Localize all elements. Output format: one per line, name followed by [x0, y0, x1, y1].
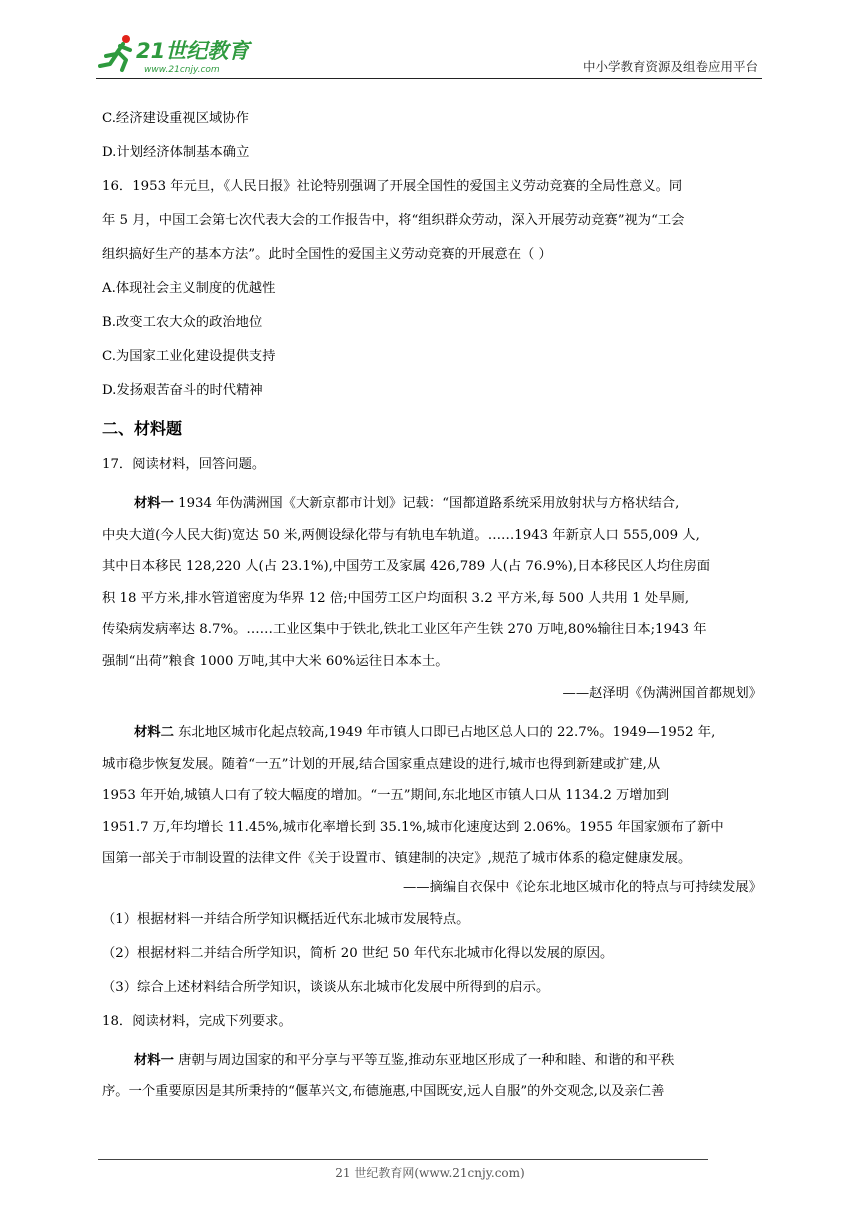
material-source: ——摘编自衣保中《论东北地区城市化的特点与可持续发展》 [402, 879, 762, 895]
question-17 [102, 448, 762, 1005]
q17-stem: 17．阅读材料，回答问题。 [102, 457, 266, 472]
material-text: 国第一部关于市制设置的法律文件《关于设置市、镇建制的决定》,规范了城市体系的稳定健康发展。 [102, 851, 692, 866]
document-body [102, 102, 762, 1108]
material-text: 中央大道(今人民大街)宽达 50 米,两侧设绿化带与有轨电车轨道。……1943 年新京人口 555,009 人, [102, 527, 700, 543]
sub-question: （1）根据材料一并结合所学知识概括近代东北城市发展特点。 [102, 911, 470, 927]
logo-text: 21世纪教育 [136, 39, 250, 63]
page-header [96, 30, 762, 79]
sub-question: （2）根据材料二并结合所学知识，简析 20 世纪 50 年代东北城市化得以发展的原因。 [102, 945, 614, 961]
q16-option-a: A.体现社会主义制度的优越性 [102, 281, 276, 296]
page-footer: 21 世纪教育网(www.21cnjy.com) [335, 1166, 525, 1180]
q15-option-c: C.经济建设重视区域协作 [102, 111, 249, 126]
question-16 [102, 170, 762, 408]
q16-option-b: B.改变工农大众的政治地位 [102, 315, 263, 330]
footer-divider [98, 1159, 708, 1160]
material-label: 材料一 [134, 1052, 174, 1068]
material-source: ——赵泽明《伪满洲国首都规划》 [562, 686, 762, 701]
runner-icon [100, 35, 130, 70]
material-label: 材料一 [134, 496, 174, 511]
material-label: 材料二 [134, 725, 174, 740]
q16-option-d: D.发扬艰苦奋斗的时代精神 [102, 383, 263, 398]
question-18 [102, 1005, 762, 1108]
logo-url-text: www.21cnjy.com [144, 65, 220, 75]
material-text: 强制“出荷”粮食 1000 万吨,其中大米 60%运往日本本土。 [102, 653, 449, 669]
q17-material-1 [102, 488, 762, 677]
q18-material-1 [102, 1045, 762, 1108]
material-text: 积 18 平方米,排水管道密度为华界 12 倍;中国劳工区户均面积 3.2 平方米,每 500 人共用 1 处旱厕, [102, 590, 690, 606]
q18-stem: 18．阅读材料，完成下列要求。 [102, 1013, 292, 1029]
material-text: 1934 年伪满洲国《大新京都市计划》记载：“国都道路系统采用放射状与方格状结合, [173, 496, 680, 511]
q17-material-2 [102, 717, 762, 875]
material-text: 其中日本移民 128,220 人(占 23.1%),中国劳工及家属 426,789 人(占 76.9%),日本移民区人均住房面 [102, 559, 711, 574]
material-text: 城市稳步恢复发展。随着“一五”计划的开展,结合国家重点建设的进行,城市也得到新建或扩建,从 [102, 756, 661, 772]
material-text: 1951.7 万,年均增长 11.45%,城市化率增长到 35.1%,城市化速度达到 2.06%。1955 年国家颁布了新中 [102, 819, 724, 835]
material-text: 唐朝与周边国家的和平分享与平等互鉴,推动东亚地区形成了一种和睦、和谐的和平秩 [173, 1052, 675, 1068]
q15-option-d: D.计划经济体制基本确立 [102, 145, 250, 160]
q16-stem-line: 年 5 月，中国工会第七次代表大会的工作报告中，将“组织群众劳动，深入开展劳动竞赛”视为“工会 [102, 213, 685, 228]
q16-stem-line: 组织搞好生产的基本方法”。此时全国性的爱国主义劳动竞赛的开展意在（ ） [102, 247, 552, 262]
q16-stem-line: 16．1953 年元旦，《人民日报》社论特别强调了开展全国性的爱国主义劳动竞赛的全局性意义。同 [102, 179, 683, 194]
material-text: 序。一个重要原因是其所秉持的“偃革兴文,布德施惠,中国既安,远人自服”的外交观念,以及亲仁善 [102, 1084, 665, 1099]
platform-name: 中小学教育资源及组卷应用平台 [582, 59, 758, 74]
section-title: 二、材料题 [102, 419, 183, 438]
material-text: 1953 年开始,城镇人口有了较大幅度的增加。“一五”期间,东北地区市镇人口从 1134.2 万增加到 [102, 788, 670, 803]
sub-question: （3）综合上述材料结合所学知识，谈谈从东北城市化发展中所得到的启示。 [102, 979, 550, 995]
material-text: 传染病发病率达 8.7%。……工业区集中于铁北,铁北工业区年产生铁 270 万吨,80%输往日本;1943 年 [102, 622, 707, 637]
q16-option-c: C.为国家工业化建设提供支持 [102, 349, 276, 364]
material-text: 东北地区城市化起点较高,1949 年市镇人口即已占地区总人口的 22.7%。1949—1952 年, [173, 725, 716, 740]
site-logo [96, 30, 266, 78]
